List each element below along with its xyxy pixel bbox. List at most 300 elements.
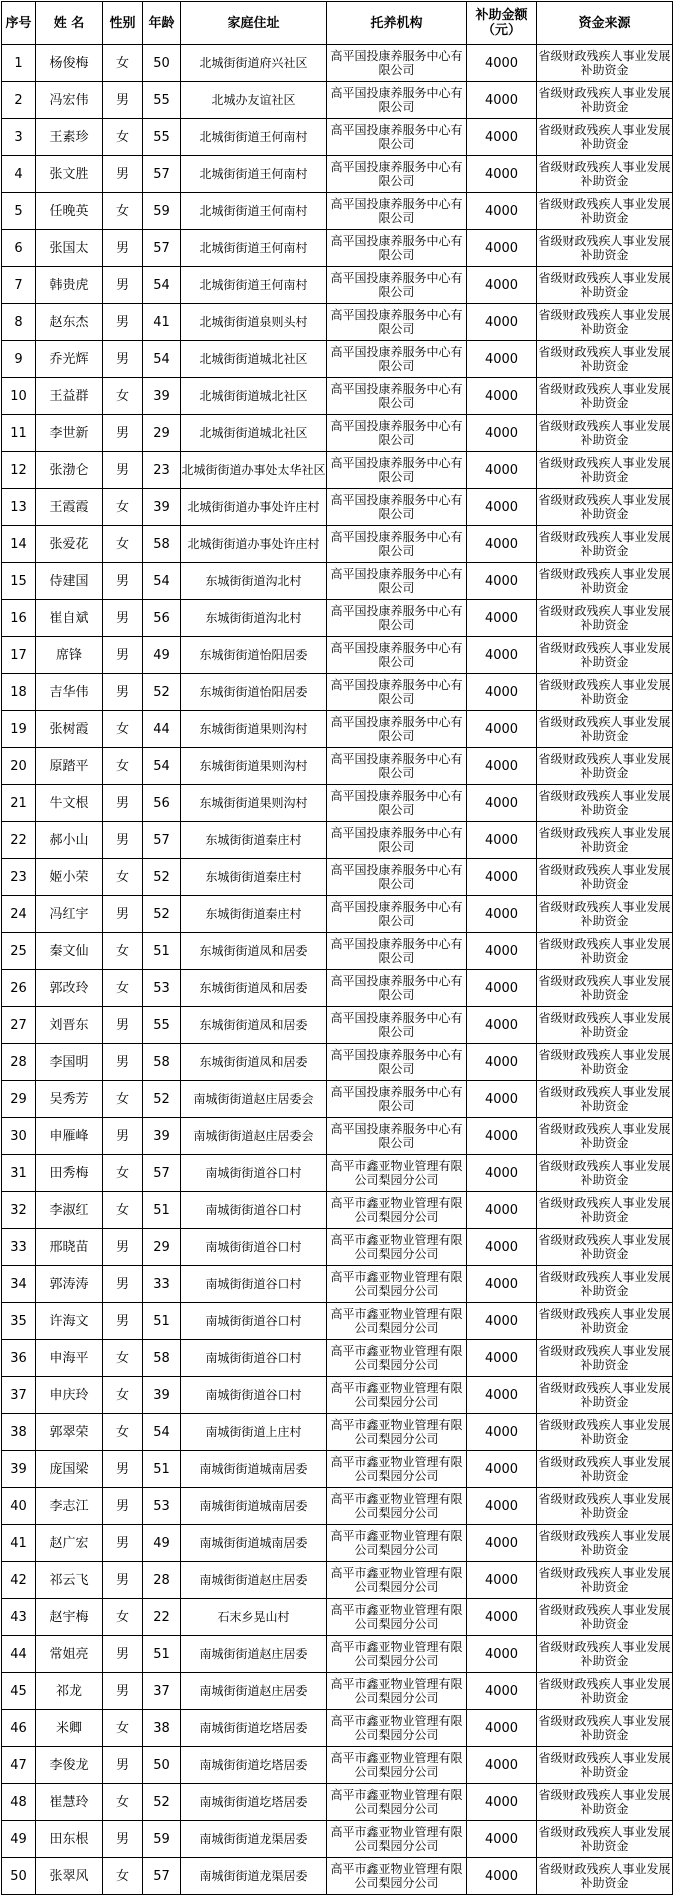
cell-fund-source: 省级财政残疾人事业发展补助资金 xyxy=(537,193,673,230)
cell-amount: 4000 xyxy=(467,1821,537,1858)
cell-institution: 高平国投康养服务中心有限公司 xyxy=(327,1118,467,1155)
cell-age: 44 xyxy=(143,711,181,748)
cell-name: 邢晓苗 xyxy=(36,1229,103,1266)
cell-amount: 4000 xyxy=(467,1488,537,1525)
cell-amount: 4000 xyxy=(467,1599,537,1636)
cell-name: 张爱花 xyxy=(36,526,103,563)
cell-address: 南城街街道赵庄居委 xyxy=(181,1562,327,1599)
cell-institution: 高平国投康养服务中心有限公司 xyxy=(327,674,467,711)
cell-index: 13 xyxy=(2,489,36,526)
cell-institution: 高平市鑫亚物业管理有限公司梨园分公司 xyxy=(327,1562,467,1599)
cell-institution: 高平国投康养服务中心有限公司 xyxy=(327,267,467,304)
table-row xyxy=(2,267,673,304)
cell-gender: 男 xyxy=(103,1044,143,1081)
cell-gender: 男 xyxy=(103,1118,143,1155)
cell-gender: 男 xyxy=(103,896,143,933)
cell-age: 59 xyxy=(143,1821,181,1858)
cell-address: 北城街街道办事处许庄村 xyxy=(181,526,327,563)
cell-address: 东城街街道沟北村 xyxy=(181,600,327,637)
table-row xyxy=(2,1636,673,1673)
cell-amount: 4000 xyxy=(467,45,537,82)
cell-name: 张国太 xyxy=(36,230,103,267)
cell-fund-source: 省级财政残疾人事业发展补助资金 xyxy=(537,674,673,711)
cell-gender: 女 xyxy=(103,1340,143,1377)
cell-address: 南城街街道龙渠居委 xyxy=(181,1821,327,1858)
table-row xyxy=(2,896,673,933)
cell-fund-source: 省级财政残疾人事业发展补助资金 xyxy=(537,1155,673,1192)
cell-fund-source: 省级财政残疾人事业发展补助资金 xyxy=(537,1599,673,1636)
cell-amount: 4000 xyxy=(467,1044,537,1081)
table-row xyxy=(2,1192,673,1229)
cell-fund-source: 省级财政残疾人事业发展补助资金 xyxy=(537,489,673,526)
cell-amount: 4000 xyxy=(467,1266,537,1303)
cell-age: 53 xyxy=(143,970,181,1007)
header-gender: 性别 xyxy=(103,2,143,45)
cell-address: 东城街街道凤和居委 xyxy=(181,1007,327,1044)
cell-index: 2 xyxy=(2,82,36,119)
cell-name: 郝小山 xyxy=(36,822,103,859)
cell-address: 南城街街道赵庄居委会 xyxy=(181,1081,327,1118)
cell-institution: 高平市鑫亚物业管理有限公司梨园分公司 xyxy=(327,1784,467,1821)
cell-fund-source: 省级财政残疾人事业发展补助资金 xyxy=(537,1118,673,1155)
cell-name: 吴秀芳 xyxy=(36,1081,103,1118)
cell-gender: 男 xyxy=(103,304,143,341)
cell-fund-source: 省级财政残疾人事业发展补助资金 xyxy=(537,378,673,415)
cell-gender: 男 xyxy=(103,1525,143,1562)
cell-institution: 高平市鑫亚物业管理有限公司梨园分公司 xyxy=(327,1747,467,1784)
table-row xyxy=(2,1229,673,1266)
cell-name: 李俊龙 xyxy=(36,1747,103,1784)
cell-fund-source: 省级财政残疾人事业发展补助资金 xyxy=(537,45,673,82)
cell-fund-source: 省级财政残疾人事业发展补助资金 xyxy=(537,600,673,637)
cell-address: 东城街街道果则沟村 xyxy=(181,785,327,822)
table-body xyxy=(2,45,673,1895)
cell-institution: 高平国投康养服务中心有限公司 xyxy=(327,859,467,896)
cell-fund-source: 省级财政残疾人事业发展补助资金 xyxy=(537,1377,673,1414)
cell-gender: 男 xyxy=(103,1821,143,1858)
cell-institution: 高平国投康养服务中心有限公司 xyxy=(327,896,467,933)
cell-age: 54 xyxy=(143,341,181,378)
cell-address: 南城街街道龙渠居委 xyxy=(181,1858,327,1895)
cell-address: 北城街街道王何南村 xyxy=(181,193,327,230)
cell-institution: 高平国投康养服务中心有限公司 xyxy=(327,378,467,415)
cell-name: 冯红宇 xyxy=(36,896,103,933)
cell-fund-source: 省级财政残疾人事业发展补助资金 xyxy=(537,1562,673,1599)
cell-address: 南城街街道赵庄居委 xyxy=(181,1673,327,1710)
cell-index: 6 xyxy=(2,230,36,267)
cell-amount: 4000 xyxy=(467,1525,537,1562)
cell-index: 44 xyxy=(2,1636,36,1673)
cell-amount: 4000 xyxy=(467,563,537,600)
cell-amount: 4000 xyxy=(467,1747,537,1784)
cell-index: 46 xyxy=(2,1710,36,1747)
cell-name: 张树霞 xyxy=(36,711,103,748)
header-institution: 托养机构 xyxy=(327,2,467,45)
cell-name: 申庆玲 xyxy=(36,1377,103,1414)
cell-index: 21 xyxy=(2,785,36,822)
cell-institution: 高平市鑫亚物业管理有限公司梨园分公司 xyxy=(327,1229,467,1266)
cell-gender: 女 xyxy=(103,1414,143,1451)
table-row xyxy=(2,1562,673,1599)
cell-age: 54 xyxy=(143,267,181,304)
cell-address: 东城街街道沟北村 xyxy=(181,563,327,600)
table-row xyxy=(2,1710,673,1747)
cell-amount: 4000 xyxy=(467,82,537,119)
cell-fund-source: 省级财政残疾人事业发展补助资金 xyxy=(537,1858,673,1895)
cell-fund-source: 省级财政残疾人事业发展补助资金 xyxy=(537,933,673,970)
cell-fund-source: 省级财政残疾人事业发展补助资金 xyxy=(537,1229,673,1266)
cell-name: 王霞霞 xyxy=(36,489,103,526)
cell-name: 张渤仑 xyxy=(36,452,103,489)
cell-amount: 4000 xyxy=(467,193,537,230)
cell-name: 李世新 xyxy=(36,415,103,452)
cell-age: 57 xyxy=(143,1155,181,1192)
cell-institution: 高平国投康养服务中心有限公司 xyxy=(327,489,467,526)
cell-name: 杨俊梅 xyxy=(36,45,103,82)
cell-gender: 女 xyxy=(103,1858,143,1895)
cell-index: 19 xyxy=(2,711,36,748)
cell-gender: 女 xyxy=(103,193,143,230)
cell-amount: 4000 xyxy=(467,1636,537,1673)
cell-amount: 4000 xyxy=(467,674,537,711)
cell-address: 东城街街道果则沟村 xyxy=(181,711,327,748)
table-row xyxy=(2,563,673,600)
table-row xyxy=(2,45,673,82)
cell-index: 23 xyxy=(2,859,36,896)
table-row xyxy=(2,1784,673,1821)
cell-fund-source: 省级财政残疾人事业发展补助资金 xyxy=(537,1303,673,1340)
cell-age: 22 xyxy=(143,1599,181,1636)
cell-age: 55 xyxy=(143,119,181,156)
cell-amount: 4000 xyxy=(467,711,537,748)
cell-age: 54 xyxy=(143,563,181,600)
cell-name: 申海平 xyxy=(36,1340,103,1377)
cell-index: 48 xyxy=(2,1784,36,1821)
cell-institution: 高平国投康养服务中心有限公司 xyxy=(327,600,467,637)
cell-amount: 4000 xyxy=(467,1118,537,1155)
header-row xyxy=(2,2,673,45)
cell-name: 侍建国 xyxy=(36,563,103,600)
cell-institution: 高平国投康养服务中心有限公司 xyxy=(327,156,467,193)
cell-institution: 高平市鑫亚物业管理有限公司梨园分公司 xyxy=(327,1525,467,1562)
cell-age: 57 xyxy=(143,156,181,193)
cell-institution: 高平国投康养服务中心有限公司 xyxy=(327,1081,467,1118)
cell-gender: 男 xyxy=(103,1673,143,1710)
cell-fund-source: 省级财政残疾人事业发展补助资金 xyxy=(537,341,673,378)
cell-address: 北城街街道府兴社区 xyxy=(181,45,327,82)
table-row xyxy=(2,156,673,193)
cell-address: 南城街街道圪塔居委 xyxy=(181,1747,327,1784)
table-row xyxy=(2,1673,673,1710)
cell-address: 北城街街道城北社区 xyxy=(181,415,327,452)
cell-address: 南城街街道城南居委 xyxy=(181,1525,327,1562)
cell-index: 25 xyxy=(2,933,36,970)
cell-name: 田秀梅 xyxy=(36,1155,103,1192)
table-row xyxy=(2,526,673,563)
cell-fund-source: 省级财政残疾人事业发展补助资金 xyxy=(537,859,673,896)
cell-index: 30 xyxy=(2,1118,36,1155)
cell-age: 51 xyxy=(143,1636,181,1673)
cell-amount: 4000 xyxy=(467,304,537,341)
cell-amount: 4000 xyxy=(467,415,537,452)
cell-address: 南城街街道圪塔居委 xyxy=(181,1710,327,1747)
cell-index: 4 xyxy=(2,156,36,193)
cell-institution: 高平国投康养服务中心有限公司 xyxy=(327,637,467,674)
cell-name: 乔光辉 xyxy=(36,341,103,378)
cell-address: 东城街街道凤和居委 xyxy=(181,933,327,970)
cell-index: 12 xyxy=(2,452,36,489)
cell-institution: 高平国投康养服务中心有限公司 xyxy=(327,1044,467,1081)
cell-fund-source: 省级财政残疾人事业发展补助资金 xyxy=(537,1784,673,1821)
cell-index: 35 xyxy=(2,1303,36,1340)
cell-name: 刘晋东 xyxy=(36,1007,103,1044)
table-row xyxy=(2,1377,673,1414)
cell-name: 祁云飞 xyxy=(36,1562,103,1599)
cell-age: 37 xyxy=(143,1673,181,1710)
cell-address: 北城街街道王何南村 xyxy=(181,156,327,193)
cell-fund-source: 省级财政残疾人事业发展补助资金 xyxy=(537,1451,673,1488)
cell-institution: 高平市鑫亚物业管理有限公司梨园分公司 xyxy=(327,1673,467,1710)
cell-address: 石末乡晃山村 xyxy=(181,1599,327,1636)
table-row xyxy=(2,674,673,711)
cell-gender: 女 xyxy=(103,711,143,748)
cell-fund-source: 省级财政残疾人事业发展补助资金 xyxy=(537,1636,673,1673)
cell-name: 吉华伟 xyxy=(36,674,103,711)
header-name: 姓 名 xyxy=(36,2,103,45)
cell-age: 51 xyxy=(143,1192,181,1229)
header-address: 家庭住址 xyxy=(181,2,327,45)
cell-name: 李国明 xyxy=(36,1044,103,1081)
table-row xyxy=(2,970,673,1007)
cell-amount: 4000 xyxy=(467,1081,537,1118)
cell-institution: 高平市鑫亚物业管理有限公司梨园分公司 xyxy=(327,1303,467,1340)
cell-age: 53 xyxy=(143,1488,181,1525)
cell-index: 47 xyxy=(2,1747,36,1784)
cell-address: 北城街街道办事处太华社区 xyxy=(181,452,327,489)
cell-institution: 高平市鑫亚物业管理有限公司梨园分公司 xyxy=(327,1340,467,1377)
cell-index: 32 xyxy=(2,1192,36,1229)
cell-institution: 高平国投康养服务中心有限公司 xyxy=(327,748,467,785)
table-row xyxy=(2,1155,673,1192)
cell-amount: 4000 xyxy=(467,1784,537,1821)
cell-index: 39 xyxy=(2,1451,36,1488)
table-row xyxy=(2,859,673,896)
cell-age: 52 xyxy=(143,1081,181,1118)
cell-address: 东城街街道果则沟村 xyxy=(181,748,327,785)
cell-gender: 女 xyxy=(103,119,143,156)
cell-address: 北城街街道王何南村 xyxy=(181,267,327,304)
cell-name: 田东根 xyxy=(36,1821,103,1858)
cell-gender: 女 xyxy=(103,859,143,896)
cell-name: 席锋 xyxy=(36,637,103,674)
cell-institution: 高平国投康养服务中心有限公司 xyxy=(327,563,467,600)
cell-fund-source: 省级财政残疾人事业发展补助资金 xyxy=(537,1192,673,1229)
cell-gender: 女 xyxy=(103,378,143,415)
cell-amount: 4000 xyxy=(467,1007,537,1044)
table-row xyxy=(2,1451,673,1488)
cell-gender: 男 xyxy=(103,452,143,489)
cell-fund-source: 省级财政残疾人事业发展补助资金 xyxy=(537,82,673,119)
cell-index: 38 xyxy=(2,1414,36,1451)
table-row xyxy=(2,711,673,748)
table-row xyxy=(2,1525,673,1562)
cell-gender: 女 xyxy=(103,933,143,970)
cell-address: 南城街街道谷口村 xyxy=(181,1192,327,1229)
cell-gender: 男 xyxy=(103,267,143,304)
cell-address: 北城街街道王何南村 xyxy=(181,230,327,267)
cell-amount: 4000 xyxy=(467,1673,537,1710)
cell-address: 东城街街道怡阳居委 xyxy=(181,637,327,674)
table-row xyxy=(2,341,673,378)
cell-institution: 高平市鑫亚物业管理有限公司梨园分公司 xyxy=(327,1266,467,1303)
cell-index: 18 xyxy=(2,674,36,711)
cell-index: 34 xyxy=(2,1266,36,1303)
cell-institution: 高平国投康养服务中心有限公司 xyxy=(327,785,467,822)
cell-gender: 男 xyxy=(103,1747,143,1784)
cell-fund-source: 省级财政残疾人事业发展补助资金 xyxy=(537,563,673,600)
cell-institution: 高平国投康养服务中心有限公司 xyxy=(327,933,467,970)
cell-age: 57 xyxy=(143,1858,181,1895)
cell-amount: 4000 xyxy=(467,1710,537,1747)
cell-name: 韩贵虎 xyxy=(36,267,103,304)
cell-gender: 男 xyxy=(103,341,143,378)
table-row xyxy=(2,637,673,674)
cell-index: 15 xyxy=(2,563,36,600)
cell-index: 10 xyxy=(2,378,36,415)
table-row xyxy=(2,1488,673,1525)
cell-age: 59 xyxy=(143,193,181,230)
cell-institution: 高平国投康养服务中心有限公司 xyxy=(327,526,467,563)
table-row xyxy=(2,193,673,230)
cell-index: 17 xyxy=(2,637,36,674)
cell-name: 祁龙 xyxy=(36,1673,103,1710)
cell-amount: 4000 xyxy=(467,1562,537,1599)
cell-address: 东城街街道秦庄村 xyxy=(181,896,327,933)
cell-amount: 4000 xyxy=(467,452,537,489)
cell-gender: 女 xyxy=(103,1710,143,1747)
cell-name: 赵广宏 xyxy=(36,1525,103,1562)
cell-fund-source: 省级财政残疾人事业发展补助资金 xyxy=(537,230,673,267)
cell-amount: 4000 xyxy=(467,526,537,563)
cell-index: 29 xyxy=(2,1081,36,1118)
cell-gender: 男 xyxy=(103,1636,143,1673)
cell-name: 常姐亮 xyxy=(36,1636,103,1673)
cell-institution: 高平国投康养服务中心有限公司 xyxy=(327,230,467,267)
cell-amount: 4000 xyxy=(467,822,537,859)
cell-amount: 4000 xyxy=(467,267,537,304)
cell-age: 54 xyxy=(143,1414,181,1451)
header-amount: 补助金额（元） xyxy=(467,2,537,45)
subsidy-table xyxy=(1,1,673,1895)
cell-gender: 男 xyxy=(103,822,143,859)
cell-gender: 女 xyxy=(103,1599,143,1636)
cell-institution: 高平市鑫亚物业管理有限公司梨园分公司 xyxy=(327,1451,467,1488)
cell-institution: 高平市鑫亚物业管理有限公司梨园分公司 xyxy=(327,1488,467,1525)
cell-name: 秦文仙 xyxy=(36,933,103,970)
cell-institution: 高平市鑫亚物业管理有限公司梨园分公司 xyxy=(327,1414,467,1451)
cell-fund-source: 省级财政残疾人事业发展补助资金 xyxy=(537,1488,673,1525)
cell-fund-source: 省级财政残疾人事业发展补助资金 xyxy=(537,1007,673,1044)
cell-fund-source: 省级财政残疾人事业发展补助资金 xyxy=(537,822,673,859)
cell-age: 29 xyxy=(143,1229,181,1266)
cell-amount: 4000 xyxy=(467,341,537,378)
cell-amount: 4000 xyxy=(467,637,537,674)
cell-index: 40 xyxy=(2,1488,36,1525)
cell-gender: 女 xyxy=(103,45,143,82)
cell-amount: 4000 xyxy=(467,1192,537,1229)
cell-age: 28 xyxy=(143,1562,181,1599)
cell-gender: 男 xyxy=(103,563,143,600)
cell-address: 北城办友谊社区 xyxy=(181,82,327,119)
cell-amount: 4000 xyxy=(467,1377,537,1414)
cell-fund-source: 省级财政残疾人事业发展补助资金 xyxy=(537,1414,673,1451)
cell-address: 南城街街道谷口村 xyxy=(181,1266,327,1303)
cell-name: 王素珍 xyxy=(36,119,103,156)
cell-gender: 女 xyxy=(103,1377,143,1414)
cell-address: 东城街街道怡阳居委 xyxy=(181,674,327,711)
cell-address: 南城街街道城南居委 xyxy=(181,1488,327,1525)
cell-gender: 男 xyxy=(103,1488,143,1525)
cell-name: 赵东杰 xyxy=(36,304,103,341)
cell-amount: 4000 xyxy=(467,859,537,896)
cell-age: 51 xyxy=(143,1451,181,1488)
cell-fund-source: 省级财政残疾人事业发展补助资金 xyxy=(537,304,673,341)
table-row xyxy=(2,822,673,859)
cell-gender: 男 xyxy=(103,415,143,452)
table-row xyxy=(2,1007,673,1044)
cell-name: 冯宏伟 xyxy=(36,82,103,119)
cell-amount: 4000 xyxy=(467,785,537,822)
cell-institution: 高平市鑫亚物业管理有限公司梨园分公司 xyxy=(327,1599,467,1636)
cell-name: 崔慧玲 xyxy=(36,1784,103,1821)
cell-amount: 4000 xyxy=(467,1858,537,1895)
cell-gender: 女 xyxy=(103,526,143,563)
cell-age: 39 xyxy=(143,1118,181,1155)
cell-age: 52 xyxy=(143,896,181,933)
table-row xyxy=(2,378,673,415)
cell-amount: 4000 xyxy=(467,156,537,193)
cell-age: 23 xyxy=(143,452,181,489)
cell-address: 北城街街道王何南村 xyxy=(181,119,327,156)
cell-amount: 4000 xyxy=(467,1303,537,1340)
cell-gender: 男 xyxy=(103,1007,143,1044)
cell-index: 9 xyxy=(2,341,36,378)
table-row xyxy=(2,1266,673,1303)
cell-age: 38 xyxy=(143,1710,181,1747)
cell-age: 55 xyxy=(143,82,181,119)
cell-age: 49 xyxy=(143,637,181,674)
cell-gender: 男 xyxy=(103,674,143,711)
cell-institution: 高平市鑫亚物业管理有限公司梨园分公司 xyxy=(327,1710,467,1747)
cell-age: 39 xyxy=(143,1377,181,1414)
cell-index: 3 xyxy=(2,119,36,156)
cell-address: 东城街街道秦庄村 xyxy=(181,859,327,896)
cell-gender: 男 xyxy=(103,82,143,119)
cell-name: 申雁峰 xyxy=(36,1118,103,1155)
table-header xyxy=(2,2,673,45)
table-row xyxy=(2,1118,673,1155)
cell-address: 北城街街道城北社区 xyxy=(181,378,327,415)
table-row xyxy=(2,600,673,637)
cell-age: 56 xyxy=(143,785,181,822)
cell-index: 49 xyxy=(2,1821,36,1858)
cell-name: 张翠风 xyxy=(36,1858,103,1895)
cell-institution: 高平市鑫亚物业管理有限公司梨园分公司 xyxy=(327,1155,467,1192)
cell-address: 南城街街道谷口村 xyxy=(181,1229,327,1266)
cell-amount: 4000 xyxy=(467,119,537,156)
cell-name: 王益群 xyxy=(36,378,103,415)
table-row xyxy=(2,230,673,267)
